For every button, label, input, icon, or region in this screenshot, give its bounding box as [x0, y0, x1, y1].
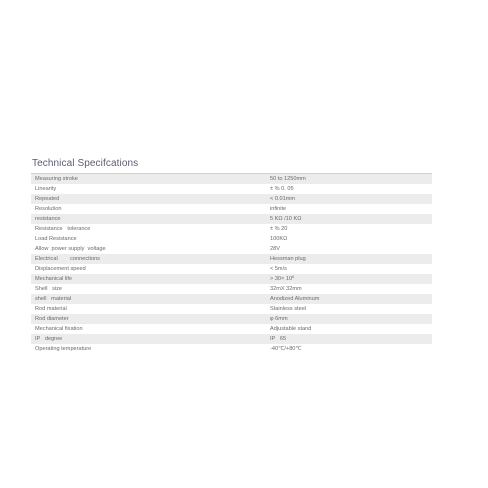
spec-label: Resolution — [35, 206, 62, 212]
spec-value: IP 65 — [270, 336, 287, 342]
spec-label: shell material — [35, 296, 72, 302]
spec-value: -40℃/+80℃ — [270, 346, 302, 352]
spec-value: Adjustable stand — [270, 326, 312, 332]
spec-label: Operating temperature — [35, 346, 92, 352]
spec-row-linearity — [31, 184, 432, 194]
spec-row-repeated — [31, 194, 432, 204]
spec-row-shell-material — [31, 294, 432, 304]
spec-value: 5 KΩ /10 KΩ — [270, 216, 302, 222]
spec-value: < 0.01mm — [270, 196, 296, 202]
spec-label: Mechanical life — [35, 276, 72, 282]
spec-value: 32mX 32mm — [270, 286, 302, 292]
spec-row-ip-degree — [31, 334, 432, 344]
spec-value: 28V — [270, 246, 280, 252]
spec-label: resistance — [35, 216, 61, 222]
spec-label: Rod diameter — [35, 316, 69, 322]
spec-row-shell-size — [31, 284, 432, 294]
spec-row-rod-diameter — [31, 314, 432, 324]
spec-label: Mechanical fixation — [35, 326, 83, 332]
spec-value: Hessman plug — [270, 256, 306, 262]
spec-row-measuring-stroke — [31, 174, 432, 184]
section-title: Technical Specifcations — [32, 158, 139, 169]
spec-row-resolution — [31, 204, 432, 214]
spec-value: φ 6mm — [270, 316, 288, 322]
spec-label: Allow power supply voltage — [35, 246, 106, 252]
spec-row-power-supply-voltage — [31, 244, 432, 254]
spec-row-rod-material — [31, 304, 432, 314]
spec-label: Resistance tolerance — [35, 226, 91, 232]
spec-value: infinite — [270, 206, 287, 212]
spec-value: 50 to 1250mm — [270, 176, 306, 182]
spec-row-mechanical-fixation — [31, 324, 432, 334]
spec-value-exponent: 6 — [292, 275, 295, 279]
spec-label: Load Resistance — [35, 236, 77, 242]
spec-value-base: > 30× 10 — [270, 276, 293, 282]
spec-value: Stainless steel — [270, 306, 307, 312]
spec-label: Measuring stroke — [35, 176, 78, 182]
spec-row-operating-temperature — [31, 344, 432, 354]
spec-row-resistance-tolerance — [31, 224, 432, 234]
spec-label: Displacement speed — [35, 266, 86, 272]
spec-row-displacement-speed — [31, 264, 432, 274]
spec-value: 100KΩ — [270, 236, 288, 242]
spec-row-mechanical-life — [31, 274, 432, 284]
spec-table — [31, 174, 432, 354]
spec-label: Repeated — [35, 196, 60, 202]
spec-row-load-resistance — [31, 234, 432, 244]
spec-value: ± % 0. 05 — [270, 186, 294, 192]
spec-value: ± % 20 — [270, 226, 288, 232]
spec-row-resistance — [31, 214, 432, 224]
spec-label: Rod material — [35, 306, 67, 312]
spec-row-electrical-connections — [31, 254, 432, 264]
spec-label: IP degree — [35, 336, 63, 342]
spec-label: Shell size — [35, 286, 63, 292]
spec-value: Anodized Aluminum — [270, 296, 320, 302]
spec-value: < 5m/s — [270, 266, 287, 272]
spec-label: Linearity — [35, 186, 57, 192]
spec-label: Electrical connections — [35, 256, 100, 262]
spec-value — [270, 274, 294, 284]
